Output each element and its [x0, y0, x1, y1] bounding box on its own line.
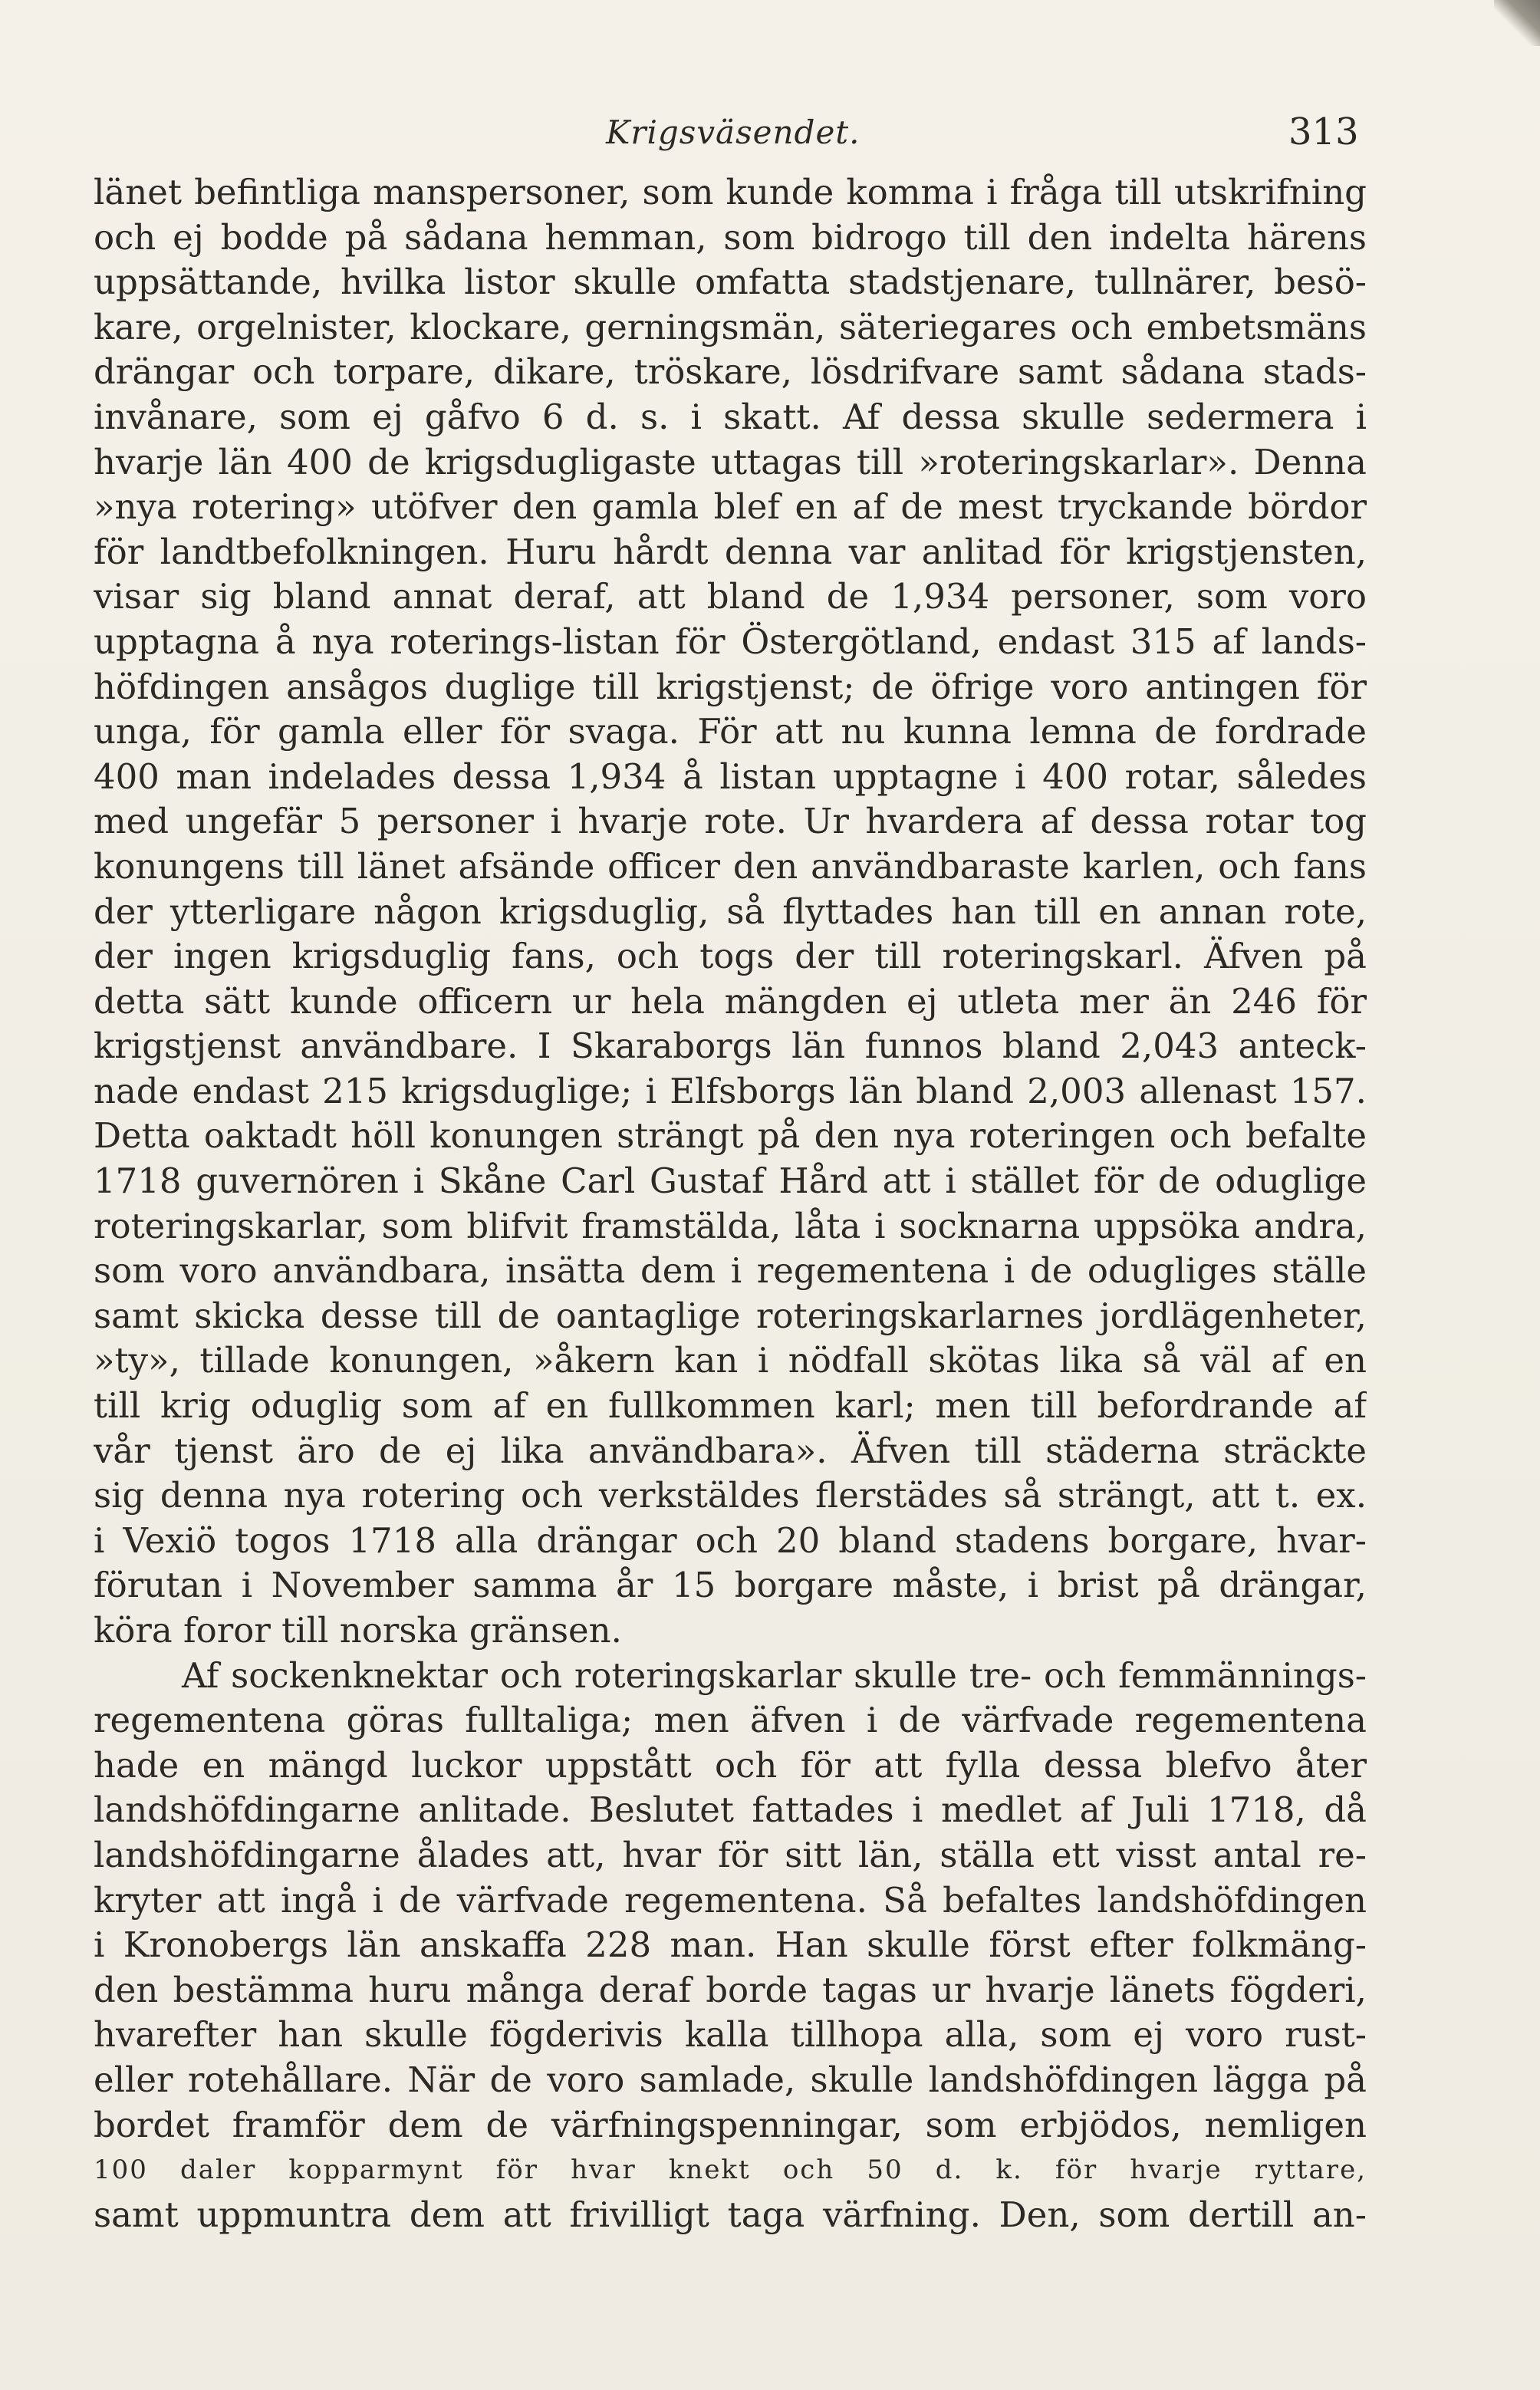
text-line: krigstjenst användbare. I Skaraborgs län funnos bland 2,043 anteck- — [94, 1025, 1367, 1067]
text-line: visar sig bland annat deraf, att bland de 1,934 personer, som voro — [94, 576, 1367, 617]
running-title: Krigsväsendet. — [606, 114, 860, 151]
text-line: »ty», tillade konungen, »åkern kan i nödfall skötas lika så väl af en — [94, 1340, 1367, 1381]
text-line: der ytterligare någon krigsduglig, så flyttades han till en annan rote, — [94, 890, 1367, 932]
text-line: landshöfdingarne anlitade. Beslutet fattades i medlet af Juli 1718, då — [94, 1789, 1367, 1831]
text-line: som voro användbara, insätta dem i regementena i de odugliges ställe — [94, 1250, 1367, 1292]
text-line: roteringskarlar, som blifvit framstälda, låta i socknarna uppsöka andra, — [94, 1205, 1367, 1246]
text-line: 400 man indelades dessa 1,934 å listan upptagne i 400 rotar, således — [94, 756, 1367, 797]
text-line: till krig oduglig som af en fullkommen karl; men till befordrande af — [94, 1385, 1367, 1427]
text-line: höfdingen ansågos duglige till krigstjenst; de öfrige voro antingen för — [94, 666, 1367, 707]
text-line: 1718 guvernören i Skåne Carl Gustaf Hård att i stället för de oduglige — [94, 1160, 1367, 1202]
body-text — [94, 170, 1367, 2237]
page-number: 313 — [1288, 110, 1359, 153]
text-line: länet befintliga manspersoner, som kunde komma i fråga till utskrifning — [94, 172, 1367, 212]
text-line: drängar och torpare, dikare, tröskare, lösdrifvare samt sådana stads- — [94, 351, 1367, 393]
page-corner-fold — [1494, 0, 1540, 46]
text-line: regementena göras fulltaliga; men äfven i de värfvade regementena — [94, 1700, 1367, 1741]
text-line: unga, för gamla eller för svaga. För att nu kunna lemna de fordrade — [94, 711, 1367, 752]
text-line: i Vexiö togos 1718 alla drängar och 20 bland stadens borgare, hvar- — [94, 1519, 1367, 1561]
text-line: der ingen krigsduglig fans, och togs der till roteringskarl. Äfven på — [94, 936, 1367, 977]
text-line: den bestämma huru många deraf borde tagas ur hvarje länets fögderi, — [94, 1969, 1367, 2010]
text-line: eller rotehållare. När de voro samlade, skulle landshöfdingen lägga på — [94, 2059, 1367, 2100]
page-header — [0, 107, 1540, 161]
text-line: för landtbefolkningen. Huru hårdt denna var anlitad för krigstjensten, — [94, 531, 1367, 572]
text-line: och ej bodde på sådana hemman, som bidrogo till den indelta härens — [94, 216, 1367, 258]
text-line: hvarefter han skulle fögderivis kalla tillhopa alla, som ej voro rust- — [94, 2014, 1367, 2056]
text-line: »nya rotering» utöfver den gamla blef en af de mest tryckande bördor — [94, 486, 1367, 528]
text-line: konungens till länet afsände officer den användbaraste karlen, och fans — [94, 845, 1367, 887]
text-line: detta sätt kunde officern ur hela mängden ej utleta mer än 246 för — [94, 980, 1367, 1022]
text-line: kryter att ingå i de värfvade regementena. Så befaltes landshöfdingen — [94, 1879, 1367, 1921]
paragraph-start-line: Af sockenknektar och roteringskarlar skulle tre- och femmännings- — [182, 1654, 1367, 1696]
text-line: invånare, som ej gåfvo 6 d. s. i skatt. Af dessa skulle sedermera i — [94, 396, 1367, 437]
text-line: sig denna nya rotering och verkstäldes flerstädes så strängt, att t. ex. — [94, 1475, 1367, 1516]
text-line: köra foror till norska gränsen. — [94, 1610, 622, 1651]
text-line: samt skicka desse till de oantaglige roteringskarlarnes jordlägenheter, — [94, 1295, 1367, 1336]
text-line: kare, orgelnister, klockare, gerningsmän, säteriegares och embetsmäns — [94, 306, 1367, 347]
text-line: upptagna å nya roterings-listan för Östergötland, endast 315 af lands- — [94, 621, 1367, 662]
text-line: hade en mängd luckor uppstått och för att fylla dessa blefvo åter — [94, 1744, 1367, 1786]
text-line: förutan i November samma år 15 borgare måste, i brist på drängar, — [94, 1565, 1367, 1606]
text-line: Detta oaktadt höll konungen strängt på den nya roteringen och befalte — [94, 1115, 1367, 1157]
text-line: vår tjenst äro de ej lika användbara». Äfven till städerna sträckte — [94, 1430, 1367, 1471]
text-line: i Kronobergs län anskaffa 228 man. Han skulle först efter folkmäng- — [94, 1924, 1367, 1966]
text-line: nade endast 215 krigsduglige; i Elfsborgs län bland 2,003 allenast 157. — [94, 1070, 1367, 1111]
text-line: samt uppmuntra dem att frivilligt taga värfning. Den, som dertill an- — [94, 2194, 1367, 2235]
text-line: hvarje län 400 de krigsdugligaste uttagas till »roteringskarlar». Denna — [94, 441, 1367, 482]
text-line: landshöfdingarne ålades att, hvar för sitt län, ställa ett visst antal re- — [94, 1834, 1367, 1875]
text-line: uppsättande, hvilka listor skulle omfatta stadstjenare, tullnärer, besö- — [94, 262, 1367, 303]
text-line: med ungefär 5 personer i hvarje rote. Ur hvardera af dessa rotar tog — [94, 801, 1367, 842]
text-line: 100 daler kopparmynt för hvar knekt och 50 d. k. för hvarje ryttare, — [94, 2155, 1367, 2186]
text-line: bordet framför dem de värfningspenningar, som erbjödos, nemligen — [94, 2104, 1367, 2145]
